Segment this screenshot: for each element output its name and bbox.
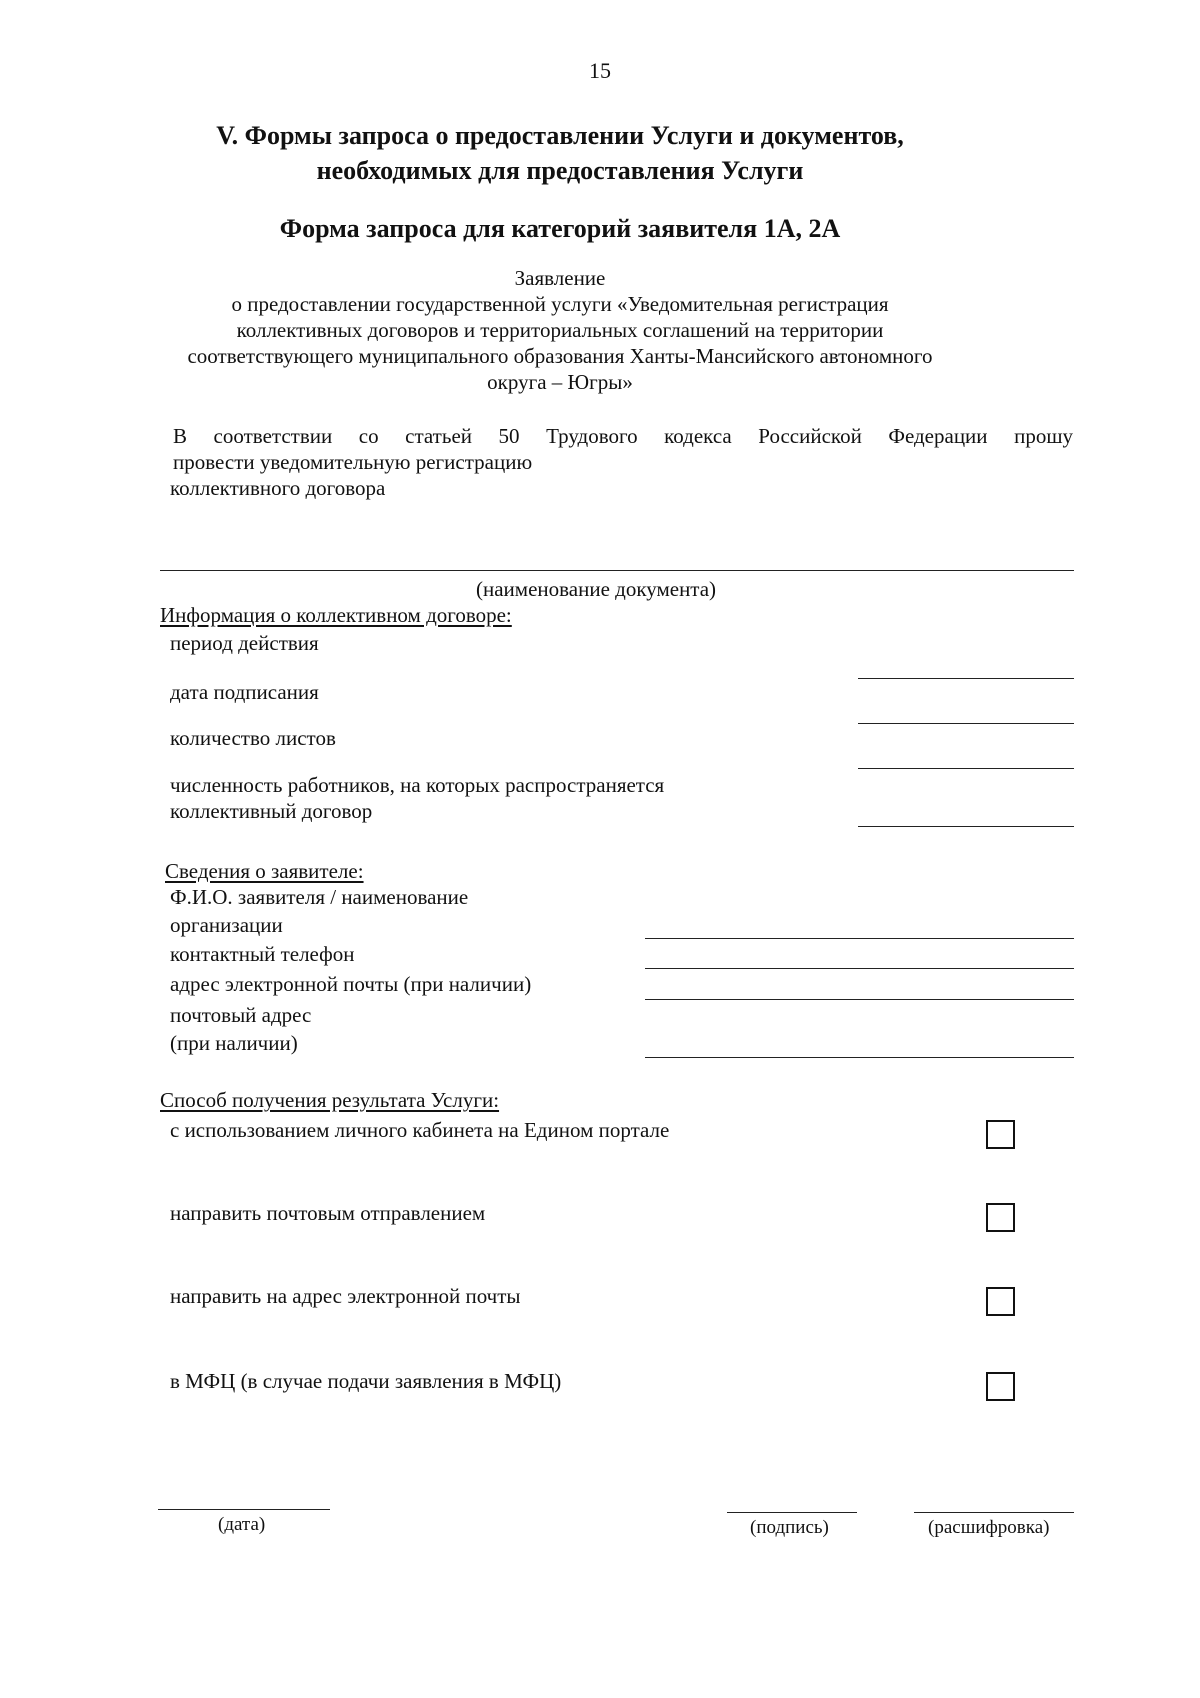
postal-label-line1: почтовый адрес bbox=[170, 1003, 312, 1027]
option-mfc-label: в МФЦ (в случае подачи заявления в МФЦ) bbox=[170, 1369, 562, 1393]
workers-field[interactable] bbox=[858, 826, 1074, 827]
signature-caption: (подпись) bbox=[750, 1517, 829, 1538]
applicant-heading: Сведения о заявителе: bbox=[165, 859, 364, 883]
sheet-count-field[interactable] bbox=[858, 768, 1074, 769]
statement-line5: округа – Югры» bbox=[487, 370, 633, 394]
option-email-label: направить на адрес электронной почты bbox=[170, 1284, 521, 1308]
signing-date-label: дата подписания bbox=[170, 680, 319, 704]
date-caption: (дата) bbox=[218, 1514, 266, 1535]
applicant-name-line2: организации bbox=[170, 913, 283, 937]
workers-label-line1: численность работников, на которых распространяется bbox=[170, 773, 665, 797]
email-label: адрес электронной почты (при наличии) bbox=[170, 972, 532, 996]
statement-line4: соответствующего муниципального образования Ханты-Мансийского автономного bbox=[187, 344, 933, 368]
statement-line2: о предоставлении государственной услуги «Уведомительная регистрация bbox=[231, 292, 889, 316]
section-title-line2: необходимых для предоставления Услуги bbox=[316, 156, 804, 185]
statement-title: Заявление bbox=[514, 266, 606, 290]
signing-date-field[interactable] bbox=[858, 723, 1074, 724]
option-post-checkbox[interactable] bbox=[986, 1203, 1015, 1232]
postal-label-line2: (при наличии) bbox=[170, 1031, 298, 1055]
date-field[interactable] bbox=[158, 1509, 330, 1510]
applicant-name-field[interactable] bbox=[645, 938, 1074, 939]
workers-label-line2: коллективный договор bbox=[170, 799, 373, 823]
option-portal-label: с использованием личного кабинета на Едином портале bbox=[170, 1118, 670, 1142]
option-mfc-checkbox[interactable] bbox=[986, 1372, 1015, 1401]
phone-field[interactable] bbox=[645, 968, 1074, 969]
form-title: Форма запроса для категорий заявителя 1А, 2А bbox=[279, 214, 841, 243]
page-number: 15 bbox=[589, 58, 611, 83]
option-post-label: направить почтовым отправлением bbox=[170, 1201, 486, 1225]
document-name-field[interactable] bbox=[160, 570, 1074, 571]
transcript-field[interactable] bbox=[914, 1512, 1074, 1513]
option-portal-checkbox[interactable] bbox=[986, 1120, 1015, 1149]
option-email-checkbox[interactable] bbox=[986, 1287, 1015, 1316]
document-name-caption: (наименование документа) bbox=[476, 577, 717, 601]
transcript-caption: (расшифровка) bbox=[928, 1517, 1050, 1538]
section-title-line1: V. Формы запроса о предоставлении Услуги и документов, bbox=[216, 121, 904, 150]
period-field[interactable] bbox=[858, 678, 1074, 679]
phone-label: контактный телефон bbox=[170, 942, 355, 966]
applicant-name-line1: Ф.И.О. заявителя / наименование bbox=[170, 885, 469, 909]
request-line3: коллективного договора bbox=[170, 476, 386, 500]
email-field[interactable] bbox=[645, 999, 1074, 1000]
statement-line3: коллективных договоров и территориальных соглашений на территории bbox=[236, 318, 884, 342]
agreement-info-heading: Информация о коллективном договоре: bbox=[160, 603, 512, 627]
result-method-heading: Способ получения результата Услуги: bbox=[160, 1088, 500, 1112]
request-line2: провести уведомительную регистрацию bbox=[173, 450, 533, 474]
period-label: период действия bbox=[170, 631, 319, 655]
postal-field[interactable] bbox=[645, 1057, 1074, 1058]
sheet-count-label: количество листов bbox=[170, 726, 336, 750]
signature-field[interactable] bbox=[727, 1512, 857, 1513]
request-line1: В соответствии со статьей 50 Трудового кодекса Российской Федерации прошу bbox=[173, 424, 1073, 448]
